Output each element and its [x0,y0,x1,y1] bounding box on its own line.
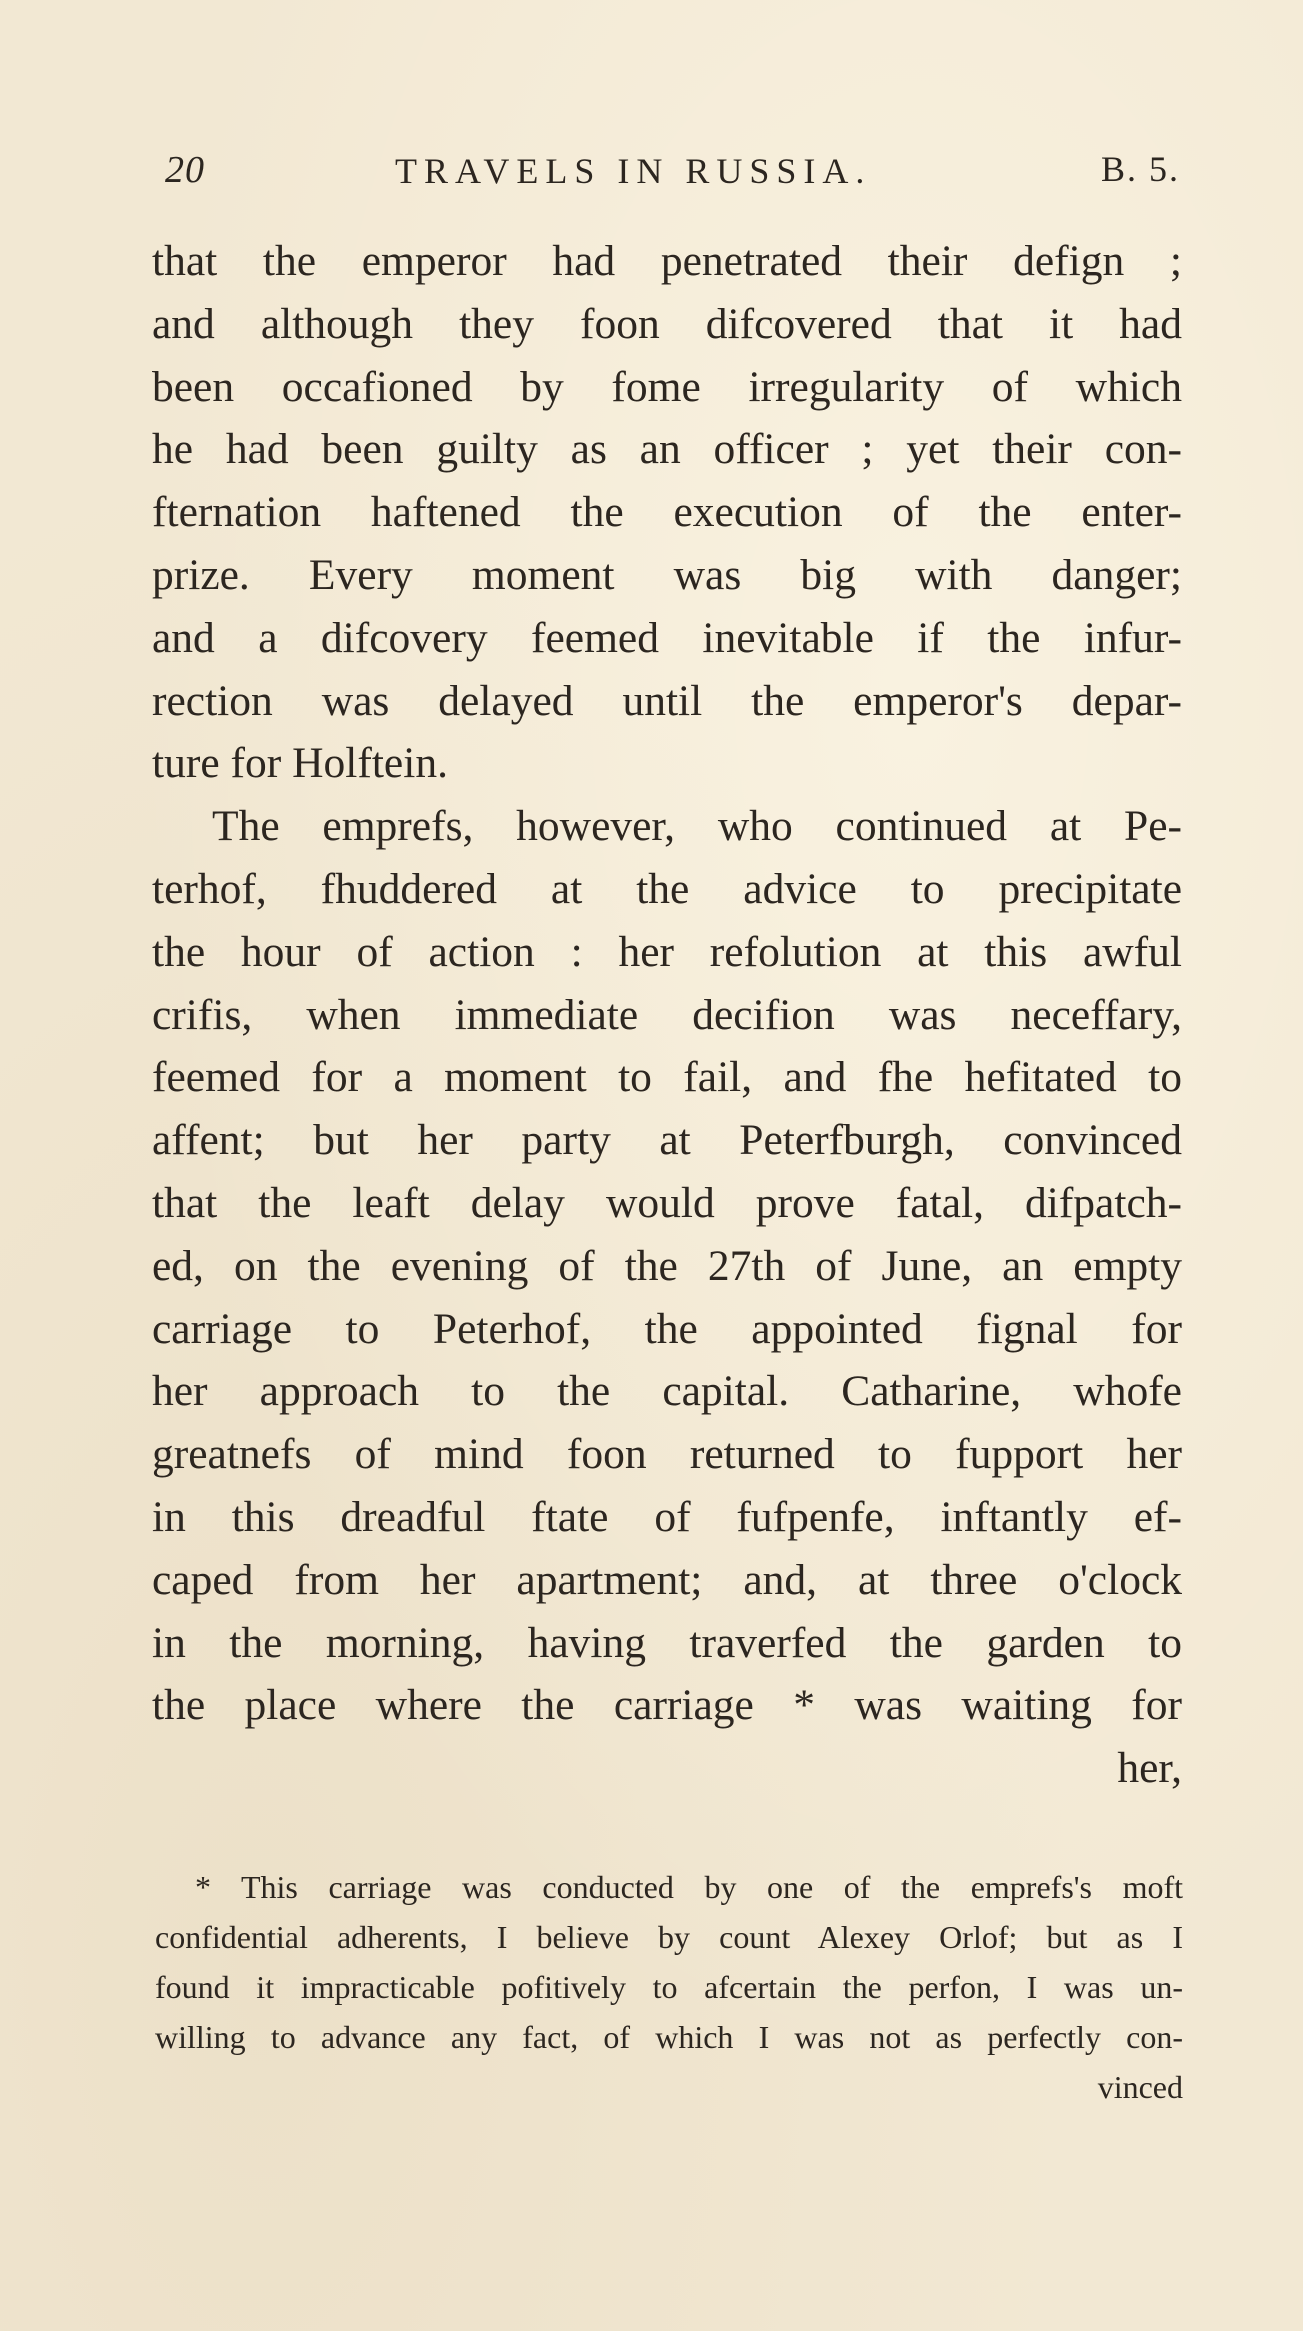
body-line: been occafioned by fome irregularity of which [152,362,1182,411]
footnote-line: confidential adherents, I believe by count Alexey Orlof; but as I [155,1919,1183,1955]
body-line: ed, on the evening of the 27th of June, an empty [152,1241,1182,1290]
footnote [155,1862,1183,2112]
body-line: affent; but her party at Peterfburgh, convinced [152,1116,1182,1165]
body-line: that the leaft delay would prove fatal, difpatch- [152,1178,1182,1227]
page-number: 20 [165,149,205,191]
body-line: fternation haftened the execution of the enter- [152,488,1182,537]
body-line: carriage to Peterhof, the appointed fignal for [152,1304,1182,1353]
book-reference: B. 5. [1100,149,1180,189]
body-line: greatnefs of mind foon returned to fupport her [152,1430,1182,1479]
body-text [152,230,1182,1800]
body-line: feemed for a moment to fail, and fhe hefitated to [152,1053,1182,1102]
body-line: crifis, when immediate decifion was neceffary, [152,990,1182,1039]
catchword: her, [1117,1744,1182,1793]
body-line: and a difcovery feemed inevitable if the infur- [152,613,1182,662]
body-line: caped from her apartment; and, at three o'clock [152,1555,1182,1604]
body-line: he had been guilty as an officer ; yet their con- [152,425,1182,474]
body-line: that the emperor had penetrated their defign ; [152,237,1182,285]
body-line: prize. Every moment was big with danger; [152,550,1182,599]
page-header [165,148,1180,204]
footnote-line: * This carriage was conducted by one of the emprefs's moft [195,1869,1183,1905]
body-line: in the morning, having traverfed the garden to [152,1618,1182,1667]
body-line: ture for Holftein. [152,739,448,788]
footnote-line: found it impracticable pofitively to afcertain the perfon, I was un- [155,1969,1183,2005]
footnote-catchword: vinced [1097,2069,1183,2105]
body-line: rection was delayed until the emperor's depar- [152,676,1182,725]
body-line: her approach to the capital. Catharine, whofe [152,1367,1182,1416]
body-line: in this dreadful ftate of fufpenfe, inftantly ef- [152,1492,1182,1541]
body-line: the place where the carriage * was waiting for [152,1681,1182,1730]
body-line: The emprefs, however, who continued at Pe- [212,802,1182,851]
footnote-line: willing to advance any fact, of which I was not as perfectly con- [155,2019,1183,2055]
body-line: terhof, fhuddered at the advice to precipitate [152,864,1182,913]
body-line: and although they foon difcovered that it had [152,299,1182,348]
body-line: the hour of action : her refolution at this awful [152,927,1182,976]
running-title: TRAVELS IN RUSSIA. [395,151,872,191]
